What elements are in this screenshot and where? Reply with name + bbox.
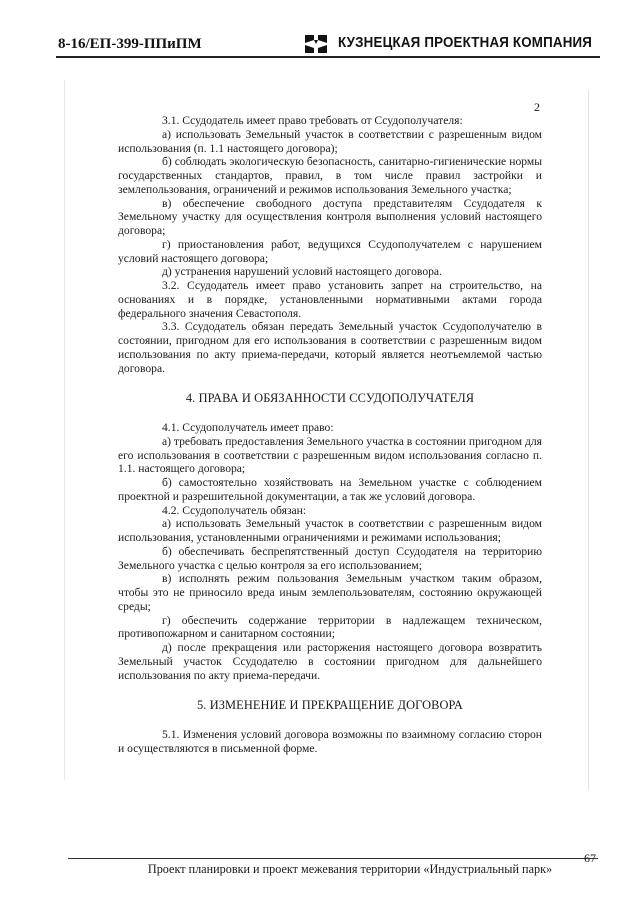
company-logo-icon (304, 34, 328, 54)
clause-4-1: 4.1. Ссудополучатель имеет право: (162, 421, 334, 434)
footer-rule (68, 858, 598, 859)
footer-title: Проект планировки и проект межевания территории «Индустриальный парк» (147, 862, 553, 876)
clause-3-1-d: г) приостановления работ, ведущихся Ссудополучателем с нарушением условий настоящего договора; (118, 237, 542, 265)
section-4-heading: 4. ПРАВА И ОБЯЗАННОСТИ ССУДОПОЛУЧАТЕЛЯ (185, 391, 475, 406)
page-number: 2 (534, 100, 540, 114)
clause-3-1-b: б) соблюдать экологическую безопасность, санитарно-гигиенические нормы государственных стандартов, правил, в том числе правил застройки и землепользования, ограничений и режимов использования Земельного участка; (118, 155, 542, 196)
header-rule (56, 56, 600, 58)
clause-4-2-b: б) обеспечивать беспрепятственный доступ Ссудодателя на территорию Земельного участка с целью контроля за его использованием; (118, 544, 542, 572)
clause-4-2-c: в) исполнять режим пользования Земельным участком таким образом, чтобы это не приносило вреда иным землепользователям, состоянию окружающей среды; (118, 572, 542, 613)
clause-3-1: 3.1. Ссудодатель имеет право требовать от Ссудополучателя: (162, 114, 463, 127)
document-code: 8-16/ЕП-399-ППиПМ (58, 36, 202, 52)
clause-5-1: 5.1. Изменения условий договора возможны по взаимному согласию сторон и осуществляются в письменной форме. (118, 728, 542, 755)
clause-4-2-e: д) после прекращения или расторжения настоящего договора возвратить Земельный участок Ссудодателю в состоянии пригодном для дальнейшего использования по акту приема-передачи. (118, 641, 542, 682)
clause-3-3: 3.3. Ссудодатель обязан передать Земельный участок Ссудополучателю в состоянии, пригодном для его использования в соответствии с разрешенным видом использования по акту приема-передачи, который является неотъемлемой частью договора. (118, 320, 542, 375)
clause-4-2-a: а) использовать Земельный участок в соответствии с разрешенным видом использования, установленными ограничениями и режимами использования; (118, 517, 542, 544)
section-5-heading: 5. ИЗМЕНЕНИЕ И ПРЕКРАЩЕНИЕ ДОГОВОРА (197, 698, 463, 713)
clause-3-1-a: а) использовать Земельный участок в соответствии с разрешенным видом использования (п. 1.1 настоящего договора); (118, 127, 542, 155)
clause-3-1-c: в) обеспечение свободного доступа представителям Ссудодателя к Земельному участку для осуществления контроля выполнения условий настоящего договора; (118, 196, 542, 237)
clause-4-2: 4.2. Ссудополучатель обязан: (162, 503, 307, 517)
clause-4-1-b: б) самостоятельно хозяйствовать на Земельном участке с соблюдением проектной и разрешительной документации, а так же условий договора. (118, 476, 542, 503)
document-body (118, 114, 542, 756)
clause-3-1-e: д) устранения нарушений условий настоящего договора. (162, 265, 442, 279)
scan-edge-artifact (588, 90, 589, 790)
clause-4-2-d: г) обеспечить содержание территории в надлежащем техническом, противопожарном и санитарном состоянии; (118, 613, 542, 641)
company-name: КУЗНЕЦКАЯ ПРОЕКТНАЯ КОМПАНИЯ (338, 35, 593, 51)
sheet-number: 67 (584, 851, 596, 865)
clause-4-1-a: а) требовать предоставления Земельного участка в состоянии пригодном для его использования в соответствии с разрешенным видом использования согласно п. 1.1. настоящего договора; (118, 434, 542, 476)
scan-margin-artifact (64, 80, 65, 780)
clause-3-2: 3.2. Ссудодатель имеет право установить запрет на строительство, на основаниях и в порядке, установленными нормативными актами города федерального значения Севастополя. (118, 279, 542, 320)
